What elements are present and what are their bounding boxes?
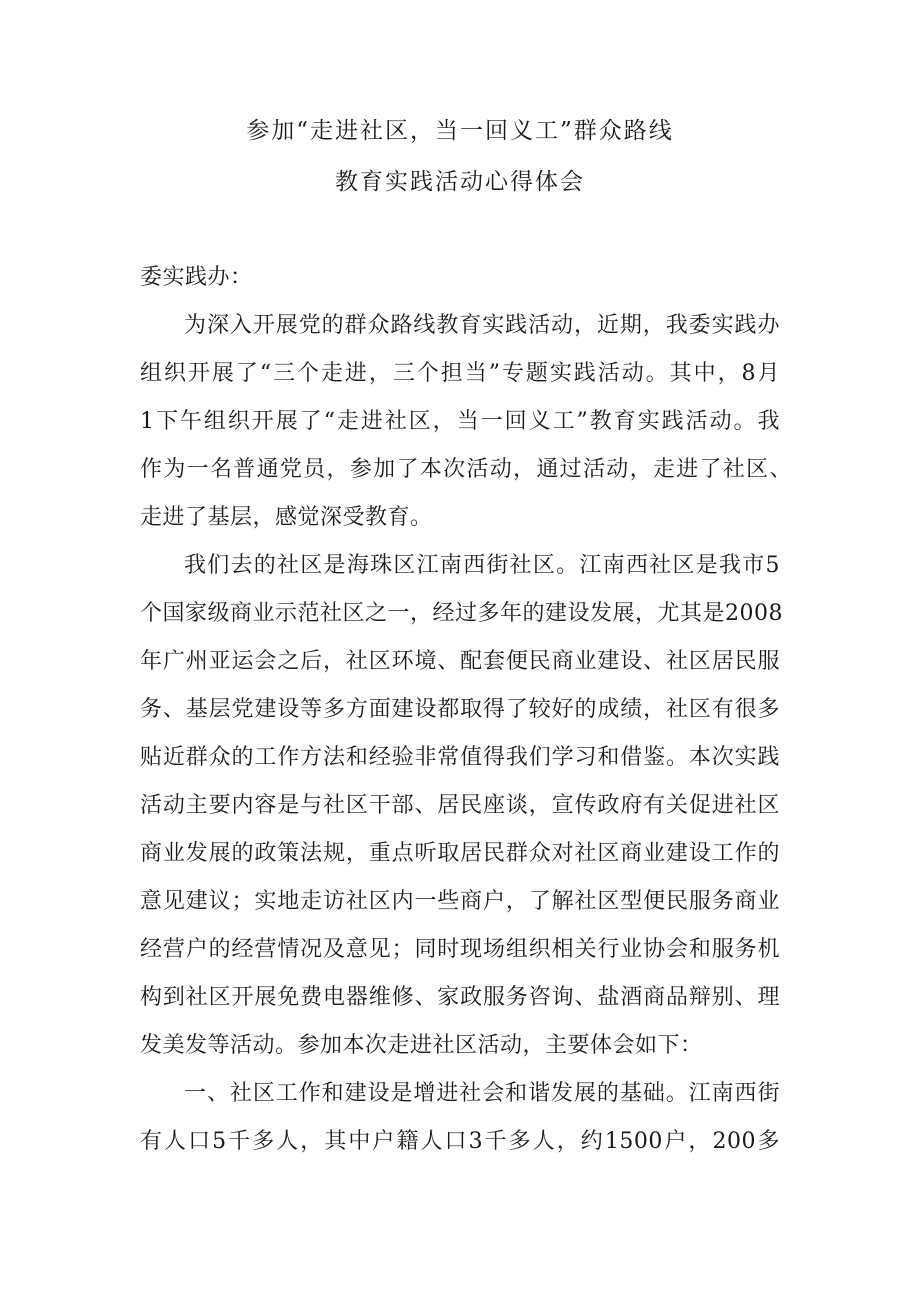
paragraph-line: 一、社区工作和建设是增进社会和谐发展的基础。江南西街 xyxy=(184,1081,780,1106)
paragraph-line: 组织开展了“三个走进，三个担当”专题实践活动。其中，8月 xyxy=(140,361,780,386)
paragraph-line: 年广州亚运会之后，社区环境、配套便民商业建设、社区居民服 xyxy=(140,649,780,674)
paragraph-line: 构到社区开展免费电器维修、家政服务咨询、盐酒商品辩别、理 xyxy=(140,985,780,1010)
paragraph-line: 作为一名普通党员，参加了本次活动，通过活动，走进了社区、 xyxy=(140,457,792,482)
paragraph-line: 个国家级商业示范社区之一，经过多年的建设发展，尤其是2008 xyxy=(140,601,783,626)
document-title-line-1: 参加“走进社区，当一回义工”群众路线 xyxy=(246,118,674,144)
paragraph-line: 1下午组织开展了“走进社区，当一回义工”教育实践活动。我 xyxy=(140,409,780,434)
salutation: 委实践办： xyxy=(140,265,253,290)
paragraph-line: 有人口5千多人，其中户籍人口3千多人，约1500户，200多 xyxy=(140,1129,780,1154)
paragraph-line: 务、基层党建设等多方面建设都取得了较好的成绩，社区有很多 xyxy=(140,697,780,722)
paragraph-line: 发美发等活动。参加本次走进社区活动，主要体会如下： xyxy=(140,1033,703,1058)
paragraph-line: 经营户的经营情况及意见；同时现场组织相关行业协会和服务机 xyxy=(140,937,780,962)
paragraph-line: 活动主要内容是与社区干部、居民座谈，宣传政府有关促进社区 xyxy=(140,793,780,818)
paragraph-line: 贴近群众的工作方法和经验非常值得我们学习和借鉴。本次实践 xyxy=(140,745,780,770)
paragraph-line: 商业发展的政策法规，重点听取居民群众对社区商业建设工作的 xyxy=(140,841,780,866)
paragraph-line: 为深入开展党的群众路线教育实践活动，近期，我委实践办 xyxy=(184,313,780,338)
paragraph-line: 我们去的社区是海珠区江南西街社区。江南西社区是我市5 xyxy=(184,553,780,578)
paragraph-line: 意见建议；实地走访社区内一些商户，了解社区型便民服务商业 xyxy=(140,889,780,914)
document-title-line-2: 教育实践活动心得体会 xyxy=(335,169,585,195)
paragraph-line: 走进了基层，感觉深受教育。 xyxy=(140,505,433,530)
